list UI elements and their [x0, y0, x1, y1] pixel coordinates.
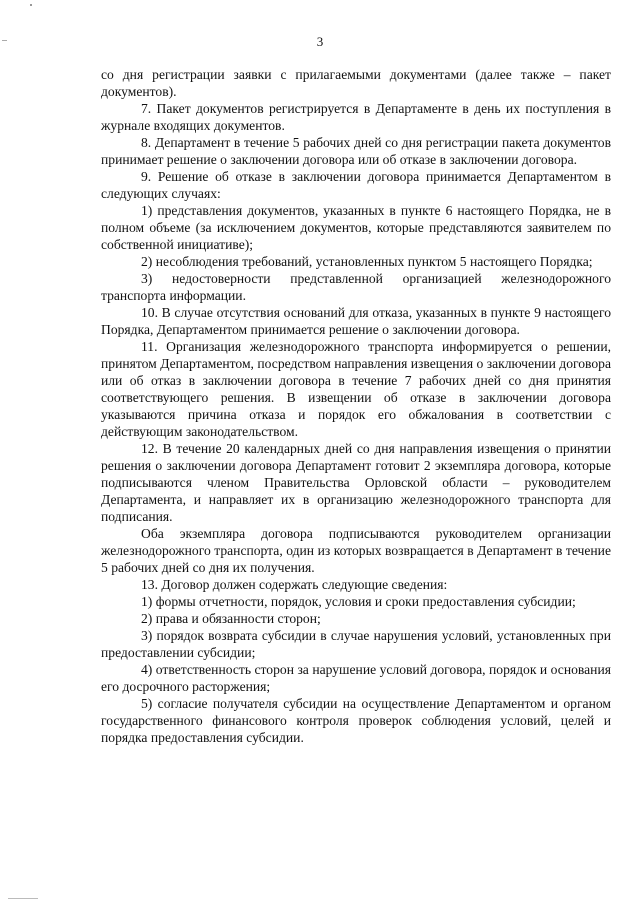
- paragraph-9-item-3: 3) недостоверности представленной организацией железнодорожного транспорта информации.: [101, 271, 611, 303]
- paragraph-12-continuation: Оба экземпляра договора подписываются руководителем организации железнодорожного транспорта, один из которых возвращается в Департамент в течение 5 рабочих дней со дня их получения.: [101, 526, 611, 575]
- paragraph-9-item-1: 1) представления документов, указанных в пункте 6 настоящего Порядка, не в полном объеме (за исключением документов, которые представляются заявителем по собственной инициативе);: [101, 203, 611, 252]
- paragraph-13-item-3: 3) порядок возврата субсидии в случае нарушения условий, установленных при предоставлении субсидии;: [101, 628, 611, 660]
- paragraph-11: 11. Организация железнодорожного транспорта информируется о решении, принятом Департаментом, посредством направления извещения о заключении договора или об отказ в заключении договора в течение 7 рабочих дней со дня принятия соответствующего решения. В извещении об отказе в заключении договора указываются причина отказа и порядок его обжалования в соответствии с действующим законодательством.: [101, 339, 611, 439]
- paragraph-13-item-5: 5) согласие получателя субсидии на осуществление Департаментом и органом государственного финансового контроля проверок соблюдения условий, целей и порядка предоставления субсидии.: [101, 696, 611, 745]
- paragraph-13-item-1: 1) формы отчетности, порядок, условия и сроки предоставления субсидии;: [141, 594, 576, 609]
- paragraph-9: 9. Решение об отказе в заключении договора принимается Департаментом в следующих случаях:: [101, 169, 611, 201]
- paragraph-12: 12. В течение 20 календарных дней со дня направления извещения о принятии решения о заключении договора Департамент готовит 2 экземпляра договора, которые подписываются членом Правительства Орловской области – руководителем Департамента, и направляет их в организацию железнодорожного транспорта для подписания.: [101, 441, 611, 524]
- paragraph-8: 8. Департамент в течение 5 рабочих дней со дня регистрации пакета документов принимает решение о заключении договора или об отказе в заключении договора.: [101, 135, 611, 167]
- paragraph-continuation: со дня регистрации заявки с прилагаемыми документами (далее также – пакет документов).: [101, 67, 611, 99]
- scan-dot: [30, 4, 32, 6]
- paragraph-9-item-2: 2) несоблюдения требований, установленных пунктом 5 настоящего Порядка;: [141, 254, 593, 269]
- paragraph-13-item-2: 2) права и обязанности сторон;: [141, 611, 321, 626]
- paragraph-13-item-4: 4) ответственность сторон за нарушение условий договора, порядок и основания его досрочного расторжения;: [101, 662, 611, 694]
- document-body: [101, 66, 611, 746]
- scan-line: [8, 898, 38, 899]
- paragraph-10: 10. В случае отсутствия оснований для отказа, указанных в пункте 9 настоящего Порядка, Департаментом принимается решение о заключении договора.: [101, 305, 611, 337]
- paragraph-13: 13. Договор должен содержать следующие сведения:: [141, 577, 448, 592]
- paragraph-7: 7. Пакет документов регистрируется в Департаменте в день их поступления в журнале входящих документов.: [101, 101, 611, 133]
- page-number: 3: [316, 34, 324, 49]
